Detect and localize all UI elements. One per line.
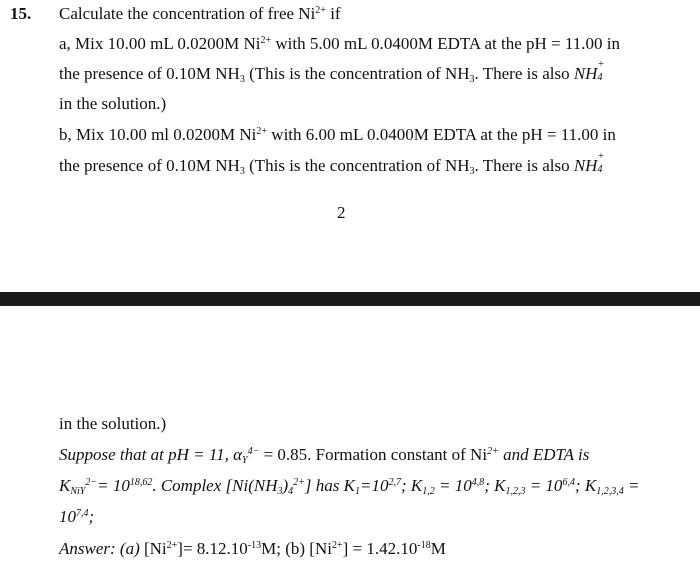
- part-a-line-1: a, Mix 10.00 mL 0.0200M $Ni^{2+}$ with 5.00 mL 0.0400M EDTA at the pH = 11.00 in: [59, 34, 620, 53]
- part-a-line-3: in the solution.): [59, 94, 167, 113]
- page-divider: [0, 292, 700, 306]
- nh4-formula: NH + 4: [573, 151, 605, 175]
- page-number: 2: [337, 203, 346, 222]
- continuation-line-2: Suppose that at pH = 11, $\alpha_Y^{4-} = 0.85$. Formation constant of $Ni^{2+}$ and EDTA is: [59, 445, 590, 466]
- problem-title: Calculate the concentration of free $Ni^{2+}$ if: [59, 4, 341, 23]
- problem-number: 15.: [10, 4, 32, 23]
- continuation-line-1: in the solution.): [59, 414, 167, 433]
- continuation-line-4: 10$^{7,4}$;: [59, 507, 95, 526]
- part-b-line-2: the presence of 0.10M $NH_3$ (This is the concentration of $NH_3$. There is also NH + 4: [59, 151, 605, 177]
- continuation-line-3: $K_{NiY}^{2-}= 10^{18,62}$. Complex $[Ni(NH_3)_4^{2+}]$ has $K_1=10^{2,7}$; $K_{1,2} = 10^{4,8}$; $K_{1,2,3} = 10^{6,4}$; $K_{1,2,3,4}$ =: [59, 476, 640, 497]
- nh4-formula: NH + 4: [573, 59, 605, 83]
- answer-line: Answer: (a) $[Ni^{2+}]= 8.12.10^{-13}M$; (b) $[Ni^{2+}] = 1.42.10^{-18}M$: [59, 539, 446, 558]
- part-b-line-1: b, Mix 10.00 ml 0.0200M $Ni^{2+}$ with 6.00 mL 0.0400M EDTA at the pH = 11.00 in: [59, 125, 616, 144]
- part-a-line-2: the presence of 0.10M $NH_3$ (This is the concentration of $NH_3$. There is also NH + 4: [59, 59, 605, 85]
